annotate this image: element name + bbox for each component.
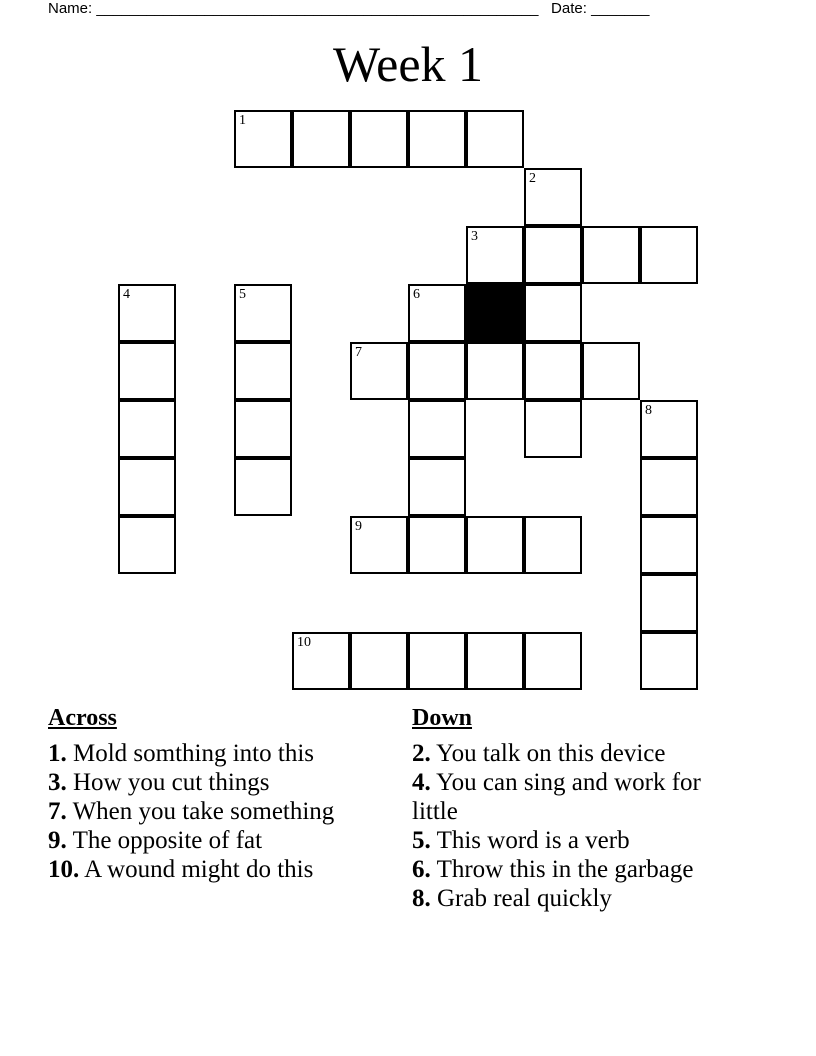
down-clue	[412, 855, 742, 884]
cell-number: 8	[645, 403, 652, 418]
cell-number: 9	[355, 519, 362, 534]
clue-text: A wound might do this	[84, 856, 314, 883]
crossword-cell[interactable]	[466, 342, 524, 400]
crossword-cell[interactable]	[524, 342, 582, 400]
clue-text: This word is a verb	[436, 827, 630, 854]
crossword-cell[interactable]	[640, 516, 698, 574]
black-cell	[466, 284, 524, 342]
crossword-cell[interactable]	[118, 400, 176, 458]
cell-number: 7	[355, 345, 362, 360]
date-field[interactable]: _______	[591, 0, 650, 17]
across-clue	[48, 855, 378, 884]
header-name-date	[48, 0, 649, 18]
across-clue	[48, 826, 378, 855]
clue-number: 7.	[48, 798, 67, 825]
cell-number: 10	[297, 635, 311, 650]
crossword-cell[interactable]	[582, 226, 640, 284]
clue-number: 1.	[48, 740, 67, 767]
clue-number: 4.	[412, 769, 431, 796]
crossword-cell[interactable]	[640, 574, 698, 632]
across-heading: Across	[48, 705, 117, 731]
crossword-cell[interactable]	[408, 284, 466, 342]
clue-text: How you cut things	[73, 769, 270, 796]
cell-number: 1	[239, 113, 246, 128]
clue-text: You can sing and work for little	[412, 769, 701, 825]
crossword-cell[interactable]	[640, 458, 698, 516]
crossword-cell[interactable]	[234, 400, 292, 458]
clue-text: Throw this in the garbage	[436, 856, 694, 883]
down-clue	[412, 884, 742, 913]
clue-number: 8.	[412, 885, 431, 912]
crossword-cell[interactable]	[292, 110, 350, 168]
crossword-cell[interactable]	[524, 284, 582, 342]
name-label: Name:	[48, 0, 93, 17]
crossword-cell[interactable]	[408, 632, 466, 690]
cell-number: 5	[239, 287, 246, 302]
down-clue	[412, 739, 742, 768]
crossword-cell[interactable]	[640, 226, 698, 284]
clue-number: 5.	[412, 827, 431, 854]
date-label: Date:	[551, 0, 587, 17]
crossword-cell[interactable]	[524, 168, 582, 226]
crossword-cell[interactable]	[466, 110, 524, 168]
crossword-cell[interactable]	[118, 342, 176, 400]
clue-text: The opposite of fat	[72, 827, 263, 854]
crossword-cell[interactable]	[466, 226, 524, 284]
crossword-cell[interactable]	[466, 516, 524, 574]
crossword-cell[interactable]	[524, 400, 582, 458]
crossword-cell[interactable]	[350, 342, 408, 400]
crossword-cell[interactable]	[234, 342, 292, 400]
clue-text: Mold somthing into this	[73, 740, 315, 767]
clue-text: You talk on this device	[436, 740, 666, 767]
crossword-cell[interactable]	[640, 400, 698, 458]
down-clue-list	[412, 739, 742, 913]
crossword-cell[interactable]	[582, 342, 640, 400]
clue-number: 2.	[412, 740, 431, 767]
cell-number: 6	[413, 287, 420, 302]
crossword-cell[interactable]	[350, 516, 408, 574]
cell-number: 3	[471, 229, 478, 244]
crossword-cell[interactable]	[524, 226, 582, 284]
page-title: Week 1	[332, 36, 484, 92]
crossword-cell[interactable]	[408, 342, 466, 400]
crossword-cell[interactable]	[350, 110, 408, 168]
across-clue	[48, 739, 378, 768]
down-clues	[412, 704, 742, 913]
clue-number: 3.	[48, 769, 67, 796]
crossword-cell[interactable]	[118, 284, 176, 342]
crossword-cell[interactable]	[408, 400, 466, 458]
name-field[interactable]: _____________________________________________________	[96, 0, 539, 17]
across-clue	[48, 768, 378, 797]
across-clue	[48, 797, 378, 826]
down-clue	[412, 826, 742, 855]
crossword-cell[interactable]	[292, 632, 350, 690]
crossword-cell[interactable]	[466, 632, 524, 690]
crossword-cell[interactable]	[350, 632, 408, 690]
crossword-cell[interactable]	[408, 516, 466, 574]
crossword-cell[interactable]	[234, 458, 292, 516]
clue-text: Grab real quickly	[437, 885, 612, 912]
crossword-cell[interactable]	[118, 458, 176, 516]
crossword-cell[interactable]	[640, 632, 698, 690]
down-clue	[412, 768, 742, 826]
crossword-cell[interactable]	[408, 110, 466, 168]
down-heading: Down	[412, 705, 473, 731]
clue-number: 9.	[48, 827, 67, 854]
crossword-cell[interactable]	[408, 458, 466, 516]
crossword-cell[interactable]	[118, 516, 176, 574]
across-clue-list	[48, 739, 378, 884]
across-clues	[48, 704, 378, 884]
clue-number: 6.	[412, 856, 431, 883]
crossword-cell[interactable]	[524, 632, 582, 690]
crossword-cell[interactable]	[234, 284, 292, 342]
clue-text: When you take something	[72, 798, 335, 825]
crossword-cell[interactable]	[234, 110, 292, 168]
cell-number: 4	[123, 287, 130, 302]
cell-number: 2	[529, 171, 536, 186]
crossword-cell[interactable]	[524, 516, 582, 574]
clue-number: 10.	[48, 856, 80, 883]
